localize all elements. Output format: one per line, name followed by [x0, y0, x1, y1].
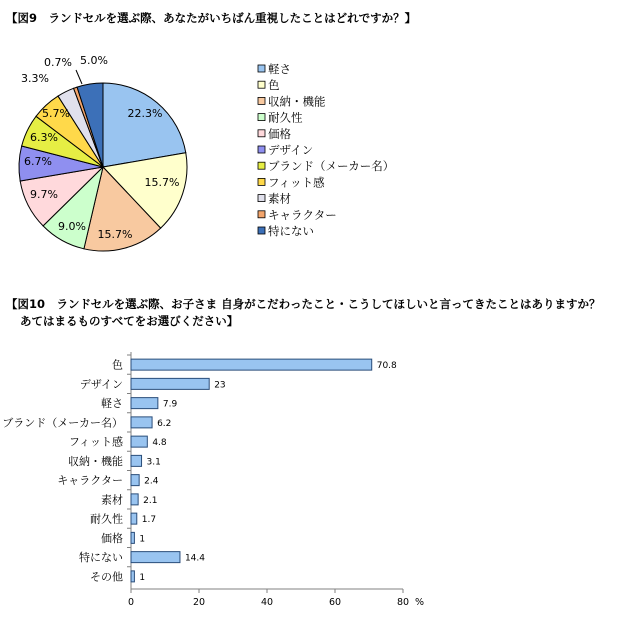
value-label: 70.8: [376, 361, 397, 372]
category-label: フィット感: [68, 435, 123, 449]
x-tick-label: 0: [127, 597, 135, 608]
category-label: その他: [90, 570, 123, 584]
category-label: 特にない: [79, 551, 123, 565]
pie-value-label: 22.3%: [127, 107, 163, 120]
value-label: 2.4: [144, 476, 159, 487]
value-label: 4.8: [152, 438, 167, 449]
pie-value-label: 6.3%: [30, 131, 58, 144]
bar: [131, 455, 142, 466]
pie-value-label: 9.0%: [58, 220, 86, 233]
value-label: 6.2: [157, 418, 172, 429]
category-label: 素材: [101, 493, 123, 507]
category-label: 色: [112, 358, 123, 372]
bar: [131, 398, 158, 409]
pie-value-label: 5.0%: [80, 54, 108, 67]
x-tick-label: 60: [328, 597, 342, 608]
legend-label: 価格: [268, 126, 291, 141]
x-tick-label: 20: [192, 597, 206, 608]
bar-chart-title-line2: あてはまるものすべてをお選びください】: [20, 314, 239, 328]
legend-label: 特にない: [268, 224, 314, 238]
legend-label: 軽さ: [268, 62, 291, 76]
value-label: 23: [214, 380, 226, 391]
bar: [131, 436, 147, 447]
legend-label: デザイン: [268, 143, 314, 157]
category-label: 価格: [101, 531, 123, 545]
bar: [131, 513, 137, 524]
bar: [131, 378, 209, 389]
legend-label: 耐久性: [268, 110, 303, 125]
value-label: 1.7: [141, 515, 157, 526]
bar: [131, 552, 180, 563]
x-tick-label: 40: [260, 597, 274, 608]
x-tick-label: 80: [396, 597, 410, 608]
category-label: 収納・機能: [68, 454, 123, 468]
value-label: 3.1: [146, 457, 161, 468]
pie-value-label: 15.7%: [97, 228, 133, 241]
pie-value-label: 5.7%: [42, 107, 70, 120]
bar: [131, 359, 372, 370]
value-label: 7.9: [162, 399, 178, 410]
category-label: キャラクター: [57, 474, 123, 488]
category-label: ブランド（メーカー名）: [2, 416, 123, 430]
legend-label: 収納・機能: [268, 94, 326, 109]
pie-value-label: 0.7%: [44, 56, 72, 69]
legend-label: ブランド（メーカー名）: [268, 159, 395, 174]
pie-chart-title: 【図9 ランドセルを選ぶ際、あなたがいちばん重視したことはどれですか？】: [6, 11, 417, 25]
pie-value-label: 6.7%: [24, 155, 52, 168]
value-label: 1: [139, 534, 146, 545]
value-label: 2.1: [143, 495, 158, 506]
x-unit-label: %: [415, 597, 425, 608]
legend-label: 色: [268, 78, 280, 93]
category-label: 耐久性: [90, 512, 123, 526]
pie-value-label: 3.3%: [21, 72, 49, 85]
category-label: 軽さ: [101, 397, 123, 411]
bar: [131, 494, 138, 505]
bar: [131, 417, 152, 428]
bar: [131, 532, 134, 543]
bar: [131, 571, 134, 582]
legend-label: 素材: [268, 191, 291, 206]
legend-label: キャラクター: [268, 207, 337, 222]
pie-value-label: 9.7%: [30, 188, 58, 201]
value-label: 1: [139, 572, 146, 583]
value-label: 14.4: [184, 553, 206, 564]
legend-label: フィット感: [268, 175, 325, 190]
bar-chart-title-line1: 【図10 ランドセルを選ぶ際、お子さま 自身がこだわったこと・こうしてほしいと言ってきたことはありますか？: [6, 297, 601, 311]
bar: [131, 475, 139, 486]
pie-value-label: 15.7%: [144, 176, 180, 189]
category-label: デザイン: [79, 377, 123, 391]
